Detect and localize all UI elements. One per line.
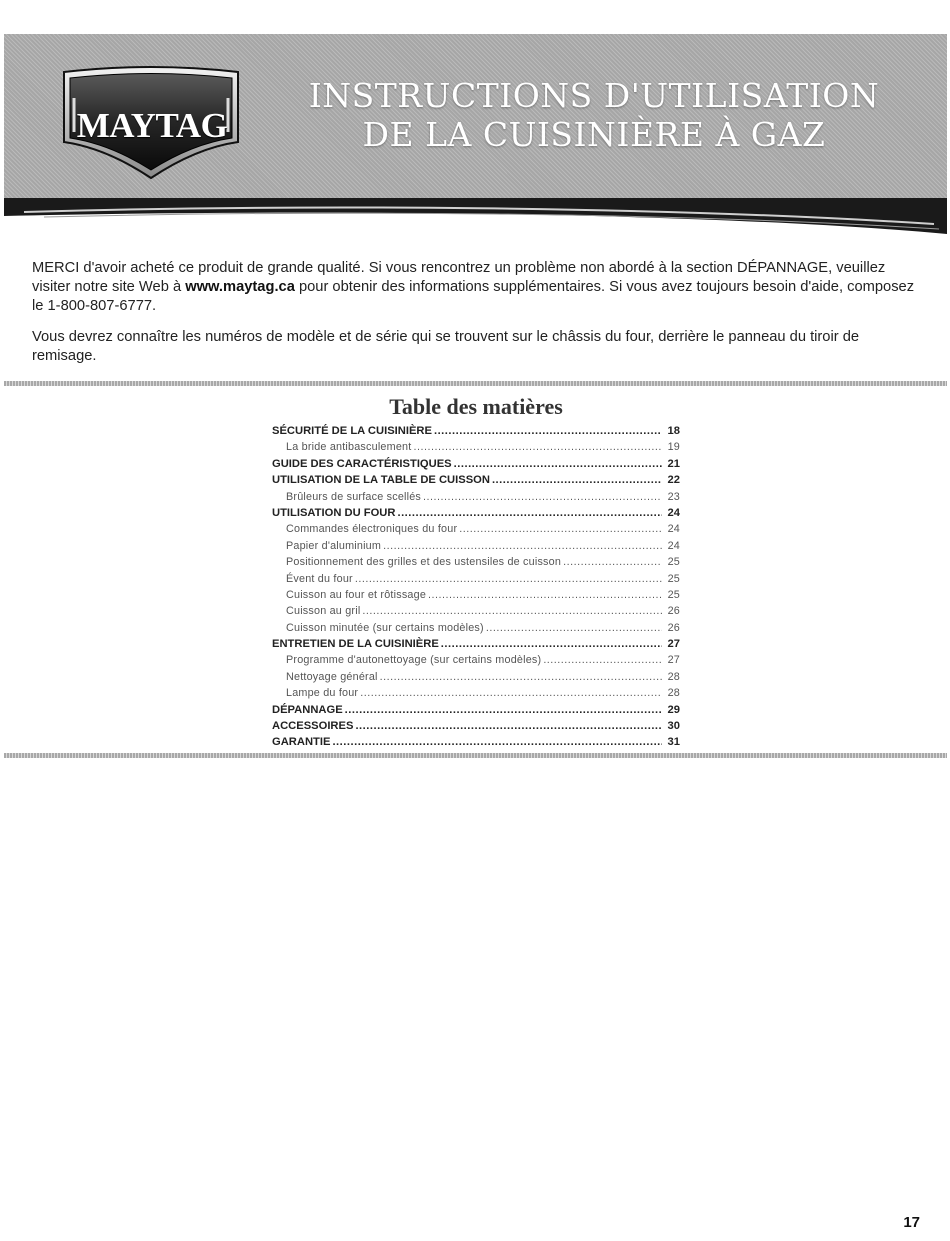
toc-entry-page: 24 [667,539,680,552]
toc-entry-title: SÉCURITÉ DE LA CUISINIÈRE [272,425,432,437]
intro-paragraph-1 [32,259,922,316]
toc-dot-leader [428,587,662,603]
toc-entry-title: Positionnement des grilles et des ustensiles de cuisson [286,556,562,569]
toc-entry-page: 27 [667,638,680,651]
toc-entry[interactable] [272,538,680,554]
toc-entry-title: Programme d'autonettoyage (sur certains modèles) [286,654,542,667]
toc-entry-title: GUIDE DES CARACTÉRISTIQUES [272,457,452,470]
toc-dot-leader [441,636,662,652]
toc-entry[interactable] [272,685,680,701]
toc-entry-page: 31 [667,736,680,749]
toc-entry-page: 22 [667,474,680,487]
toc-entry[interactable] [272,521,680,537]
toc-entry[interactable] [272,652,680,668]
toc-entry[interactable] [272,571,680,587]
toc-entry-page: 26 [667,621,680,634]
toc-entry[interactable] [272,718,680,734]
toc-entry-title: Lampe du four [286,687,359,700]
toc-entry-page: 25 [667,556,680,569]
toc-entry-title: UTILISATION DE LA TABLE DE CUISSON [272,474,490,487]
toc-entry-page: 23 [667,490,680,503]
toc-entry[interactable] [272,734,680,750]
toc-dot-leader [454,456,662,472]
toc-dot-leader [563,554,662,570]
title-line-1: INSTRUCTIONS D'UTILISATION [308,76,880,115]
toc-entry-title: Commandes électroniques du four [286,523,458,536]
toc-dot-leader [362,603,662,619]
toc-entry-title: Brûleurs de surface scellés [286,490,422,503]
toc-entry-title: UTILISATION DU FOUR [272,506,396,519]
toc-entry-title: Cuisson au gril [286,605,361,618]
toc-dot-leader [383,538,662,554]
toc-entry-title: Évent du four [286,572,353,585]
toc-dot-leader [423,489,662,505]
toc-entry-title: ENTRETIEN DE LA CUISINIÈRE [272,638,439,651]
toc-entry-title: ACCESSOIRES [272,720,354,733]
toc-entry-title: La bride antibasculement [286,441,412,454]
website-link[interactable]: www.maytag.ca [185,279,295,295]
toc-dot-leader [332,734,662,750]
intro-paragraph-2: Vous devrez connaître les numéros de modèle et de série qui se trouvent sur le châssis du four, derrière le panneau du tiroir de remisage. [32,329,860,364]
intro-p1-end: pour obtenir des informations supplémentaires. Si vous avez toujours besoin d'aide, composez le 1-800-807-6777. [32,279,915,314]
title-line-2: DE LA CUISINIÈRE À GAZ [362,115,826,154]
intro-text [32,259,922,378]
toc-entry-title: Papier d'aluminium [286,539,382,552]
toc-entry[interactable] [272,702,680,718]
toc-entry[interactable] [272,472,680,488]
toc-entry-page: 18 [667,425,680,437]
toc-entry[interactable] [272,669,680,685]
intro-p1-start: MERCI d'avoir acheté ce produit de grande qualité. Si vous rencontrez un problème non abordé à la section DÉPANNAGE, veuillez visiter notre site Web à [32,260,886,295]
toc-entry-title: GARANTIE [272,736,331,749]
toc-dot-leader [380,669,662,685]
toc-entry-title: DÉPANNAGE [272,703,343,716]
toc-dot-leader [459,521,662,537]
toc-entry[interactable] [272,620,680,636]
toc-entry-page: 19 [667,441,680,454]
toc-entry-page: 25 [667,572,680,585]
toc-entry-page: 30 [667,720,680,733]
toc-dot-leader [355,718,662,734]
toc-dot-leader [355,571,662,587]
toc-entry[interactable] [272,489,680,505]
toc-entry[interactable] [272,423,680,439]
toc-entry-page: 28 [667,687,680,700]
logo-wordmark: MAYTAG [76,106,228,145]
toc-entry[interactable] [272,505,680,521]
maytag-logo [56,62,246,180]
toc-entry[interactable] [272,636,680,652]
document-title [254,76,934,154]
toc-dot-leader [360,685,662,701]
toc-entry-page: 27 [667,654,680,667]
toc-entry[interactable] [272,456,680,472]
page-number: 17 [903,1214,920,1231]
toc-dot-leader [434,423,662,439]
divider-bottom [4,753,947,758]
toc-title: Table des matières [389,394,563,419]
toc-entry[interactable] [272,439,680,455]
toc-entry-page: 21 [667,457,680,470]
toc-entry-page: 25 [667,588,680,601]
toc-entry[interactable] [272,603,680,619]
table-of-contents [272,423,680,751]
toc-entry-title: Cuisson au four et rôtissage [286,588,427,601]
toc-dot-leader [486,620,662,636]
toc-dot-leader [543,652,662,668]
toc-entry-title: Nettoyage général [286,670,378,683]
toc-entry[interactable] [272,554,680,570]
toc-entry-page: 28 [667,670,680,683]
toc-entry-page: 26 [667,605,680,618]
toc-dot-leader [345,702,662,718]
toc-dot-leader [397,505,662,521]
toc-entry-page: 29 [667,703,680,716]
toc-entry-title: Cuisson minutée (sur certains modèles) [286,621,484,634]
toc-dot-leader [413,439,662,455]
toc-entry[interactable] [272,587,680,603]
toc-entry-page: 24 [667,506,680,519]
header-banner [4,34,947,234]
toc-dot-leader [492,472,662,488]
divider-top [4,381,947,386]
toc-entry-page: 24 [667,523,680,536]
